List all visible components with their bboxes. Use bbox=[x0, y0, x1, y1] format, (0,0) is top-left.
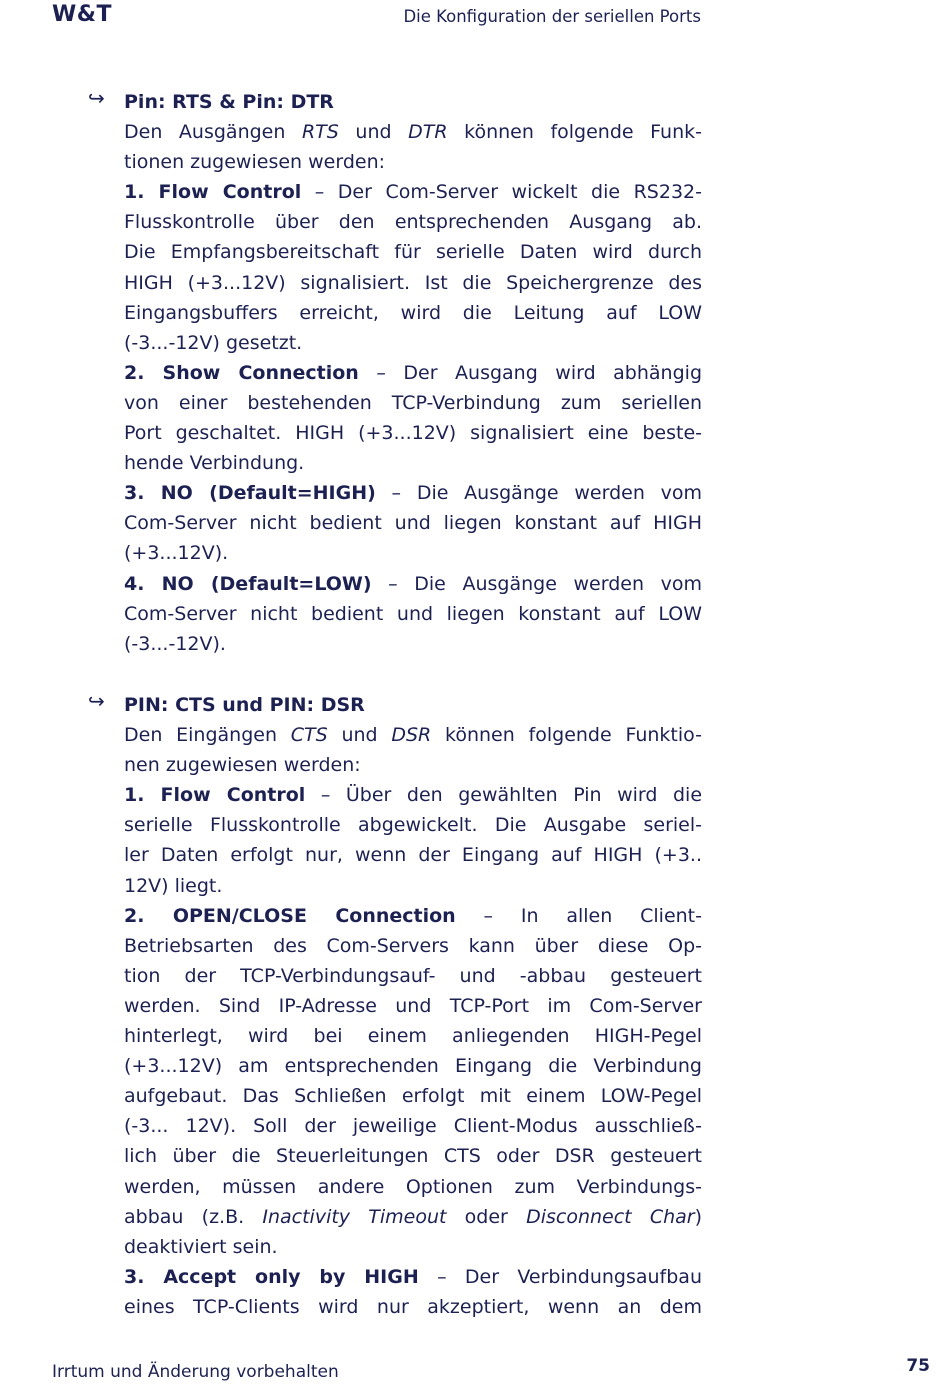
text-line: abbau (z.B. Inactivity Timeout oder Disconnect Char) bbox=[124, 1205, 703, 1228]
text-line: hinterlegt, wird bei einem anliegenden HIGH-Pegel bbox=[124, 1025, 702, 1048]
text-line: eines TCP-Clients wird nur akzeptiert, wenn an dem bbox=[124, 1295, 702, 1318]
arrow-icon: ↪ bbox=[88, 86, 105, 110]
text-line: serielle Flusskontrolle abgewickelt. Die Ausgabe seriel- bbox=[124, 814, 702, 837]
text-line: tion der TCP-Verbindungsauf- und -abbau gesteuert bbox=[124, 964, 702, 987]
text-line: Die Empfangsbereitschaft für serielle Daten wird durch bbox=[124, 241, 702, 264]
text-line: 3. Accept only by HIGH – Der Verbindungsaufbau bbox=[124, 1265, 702, 1288]
header-title: Die Konfiguration der seriellen Ports bbox=[403, 7, 701, 26]
item-title: 1. Flow Control bbox=[124, 181, 302, 204]
text-line: 3. NO (Default=HIGH) – Die Ausgänge werden vom bbox=[124, 482, 703, 505]
text-line: werden, müssen andere Optionen zum Verbindungs- bbox=[124, 1175, 702, 1198]
text-line: deaktiviert sein. bbox=[124, 1235, 278, 1258]
item-title: 2. Show Connection bbox=[124, 361, 359, 384]
text-line: Com-Server nicht bedient und liegen konstant auf LOW bbox=[124, 602, 702, 625]
text-line: 4. NO (Default=LOW) – Die Ausgänge werden vom bbox=[124, 572, 703, 595]
item-title: 1. Flow Control bbox=[124, 784, 306, 807]
section-rts-dtr bbox=[88, 86, 703, 659]
item-title: 4. NO (Default=LOW) bbox=[124, 572, 372, 595]
text-line: 12V) liegt. bbox=[124, 874, 223, 897]
item-title: 3. Accept only by HIGH bbox=[124, 1265, 419, 1288]
text-line: hende Verbindung. bbox=[124, 452, 305, 475]
text-line: (-3... 12V). Soll der jeweilige Client-Modus ausschließ- bbox=[124, 1115, 702, 1138]
arrow-icon: ↪ bbox=[88, 689, 105, 713]
header-logo: W&T bbox=[52, 2, 112, 27]
section-title: PIN: CTS und PIN: DSR bbox=[124, 694, 365, 716]
text-line: nen zugewiesen werden: bbox=[124, 754, 361, 777]
footer-note: Irrtum und Änderung vorbehalten bbox=[52, 1362, 339, 1382]
text-line: (+3...12V). bbox=[124, 542, 229, 565]
text-line: Den Ausgängen RTS und DTR können folgende Funk- bbox=[124, 121, 702, 144]
text-line: Eingangsbuffers erreicht, wird die Leitung auf LOW bbox=[124, 301, 702, 324]
page-number: 75 bbox=[906, 1356, 930, 1376]
text-line: tionen zugewiesen werden: bbox=[124, 151, 386, 174]
section-title: Pin: RTS & Pin: DTR bbox=[124, 91, 334, 113]
text-line: 2. OPEN/CLOSE Connection – In allen Client- bbox=[124, 904, 702, 927]
text-line: HIGH (+3...12V) signalisiert. Ist die Speichergrenze des bbox=[124, 271, 702, 294]
item-title: 2. OPEN/CLOSE Connection bbox=[124, 904, 456, 927]
text-line: lich über die Steuerleitungen CTS oder DSR gesteuert bbox=[124, 1145, 702, 1168]
text-line: 1. Flow Control – Über den gewählten Pin wird die bbox=[124, 784, 703, 807]
text-line: 1. Flow Control – Der Com-Server wickelt die RS232- bbox=[124, 181, 702, 204]
text-line: Flusskontrolle über den entsprechenden Ausgang ab. bbox=[124, 211, 702, 234]
text-line: Den Eingängen CTS und DSR können folgende Funktio- bbox=[124, 724, 702, 747]
text-line: ler Daten erfolgt nur, wenn der Eingang auf HIGH (+3.. bbox=[124, 844, 702, 867]
item-title: 3. NO (Default=HIGH) bbox=[124, 482, 376, 505]
text-line: aufgebaut. Das Schließen erfolgt mit einem LOW-Pegel bbox=[124, 1085, 702, 1108]
text-line: 2. Show Connection – Der Ausgang wird abhängig bbox=[124, 361, 702, 384]
text-line: (-3...-12V). bbox=[124, 632, 226, 655]
text-line: (+3...12V) am entsprechenden Eingang die Verbindung bbox=[124, 1055, 702, 1078]
text-line: Port geschaltet. HIGH (+3...12V) signalisiert eine beste- bbox=[124, 422, 702, 445]
text-line: Betriebsarten des Com-Servers kann über diese Op- bbox=[124, 934, 702, 957]
text-line: werden. Sind IP-Adresse und TCP-Port im Com-Server bbox=[124, 994, 702, 1017]
text-line: (-3...-12V) gesetzt. bbox=[124, 331, 303, 354]
section-cts-dsr bbox=[88, 689, 703, 1322]
text-line: von einer bestehenden TCP-Verbindung zum seriellen bbox=[124, 391, 702, 414]
text-line: Com-Server nicht bedient und liegen konstant auf HIGH bbox=[124, 512, 702, 535]
